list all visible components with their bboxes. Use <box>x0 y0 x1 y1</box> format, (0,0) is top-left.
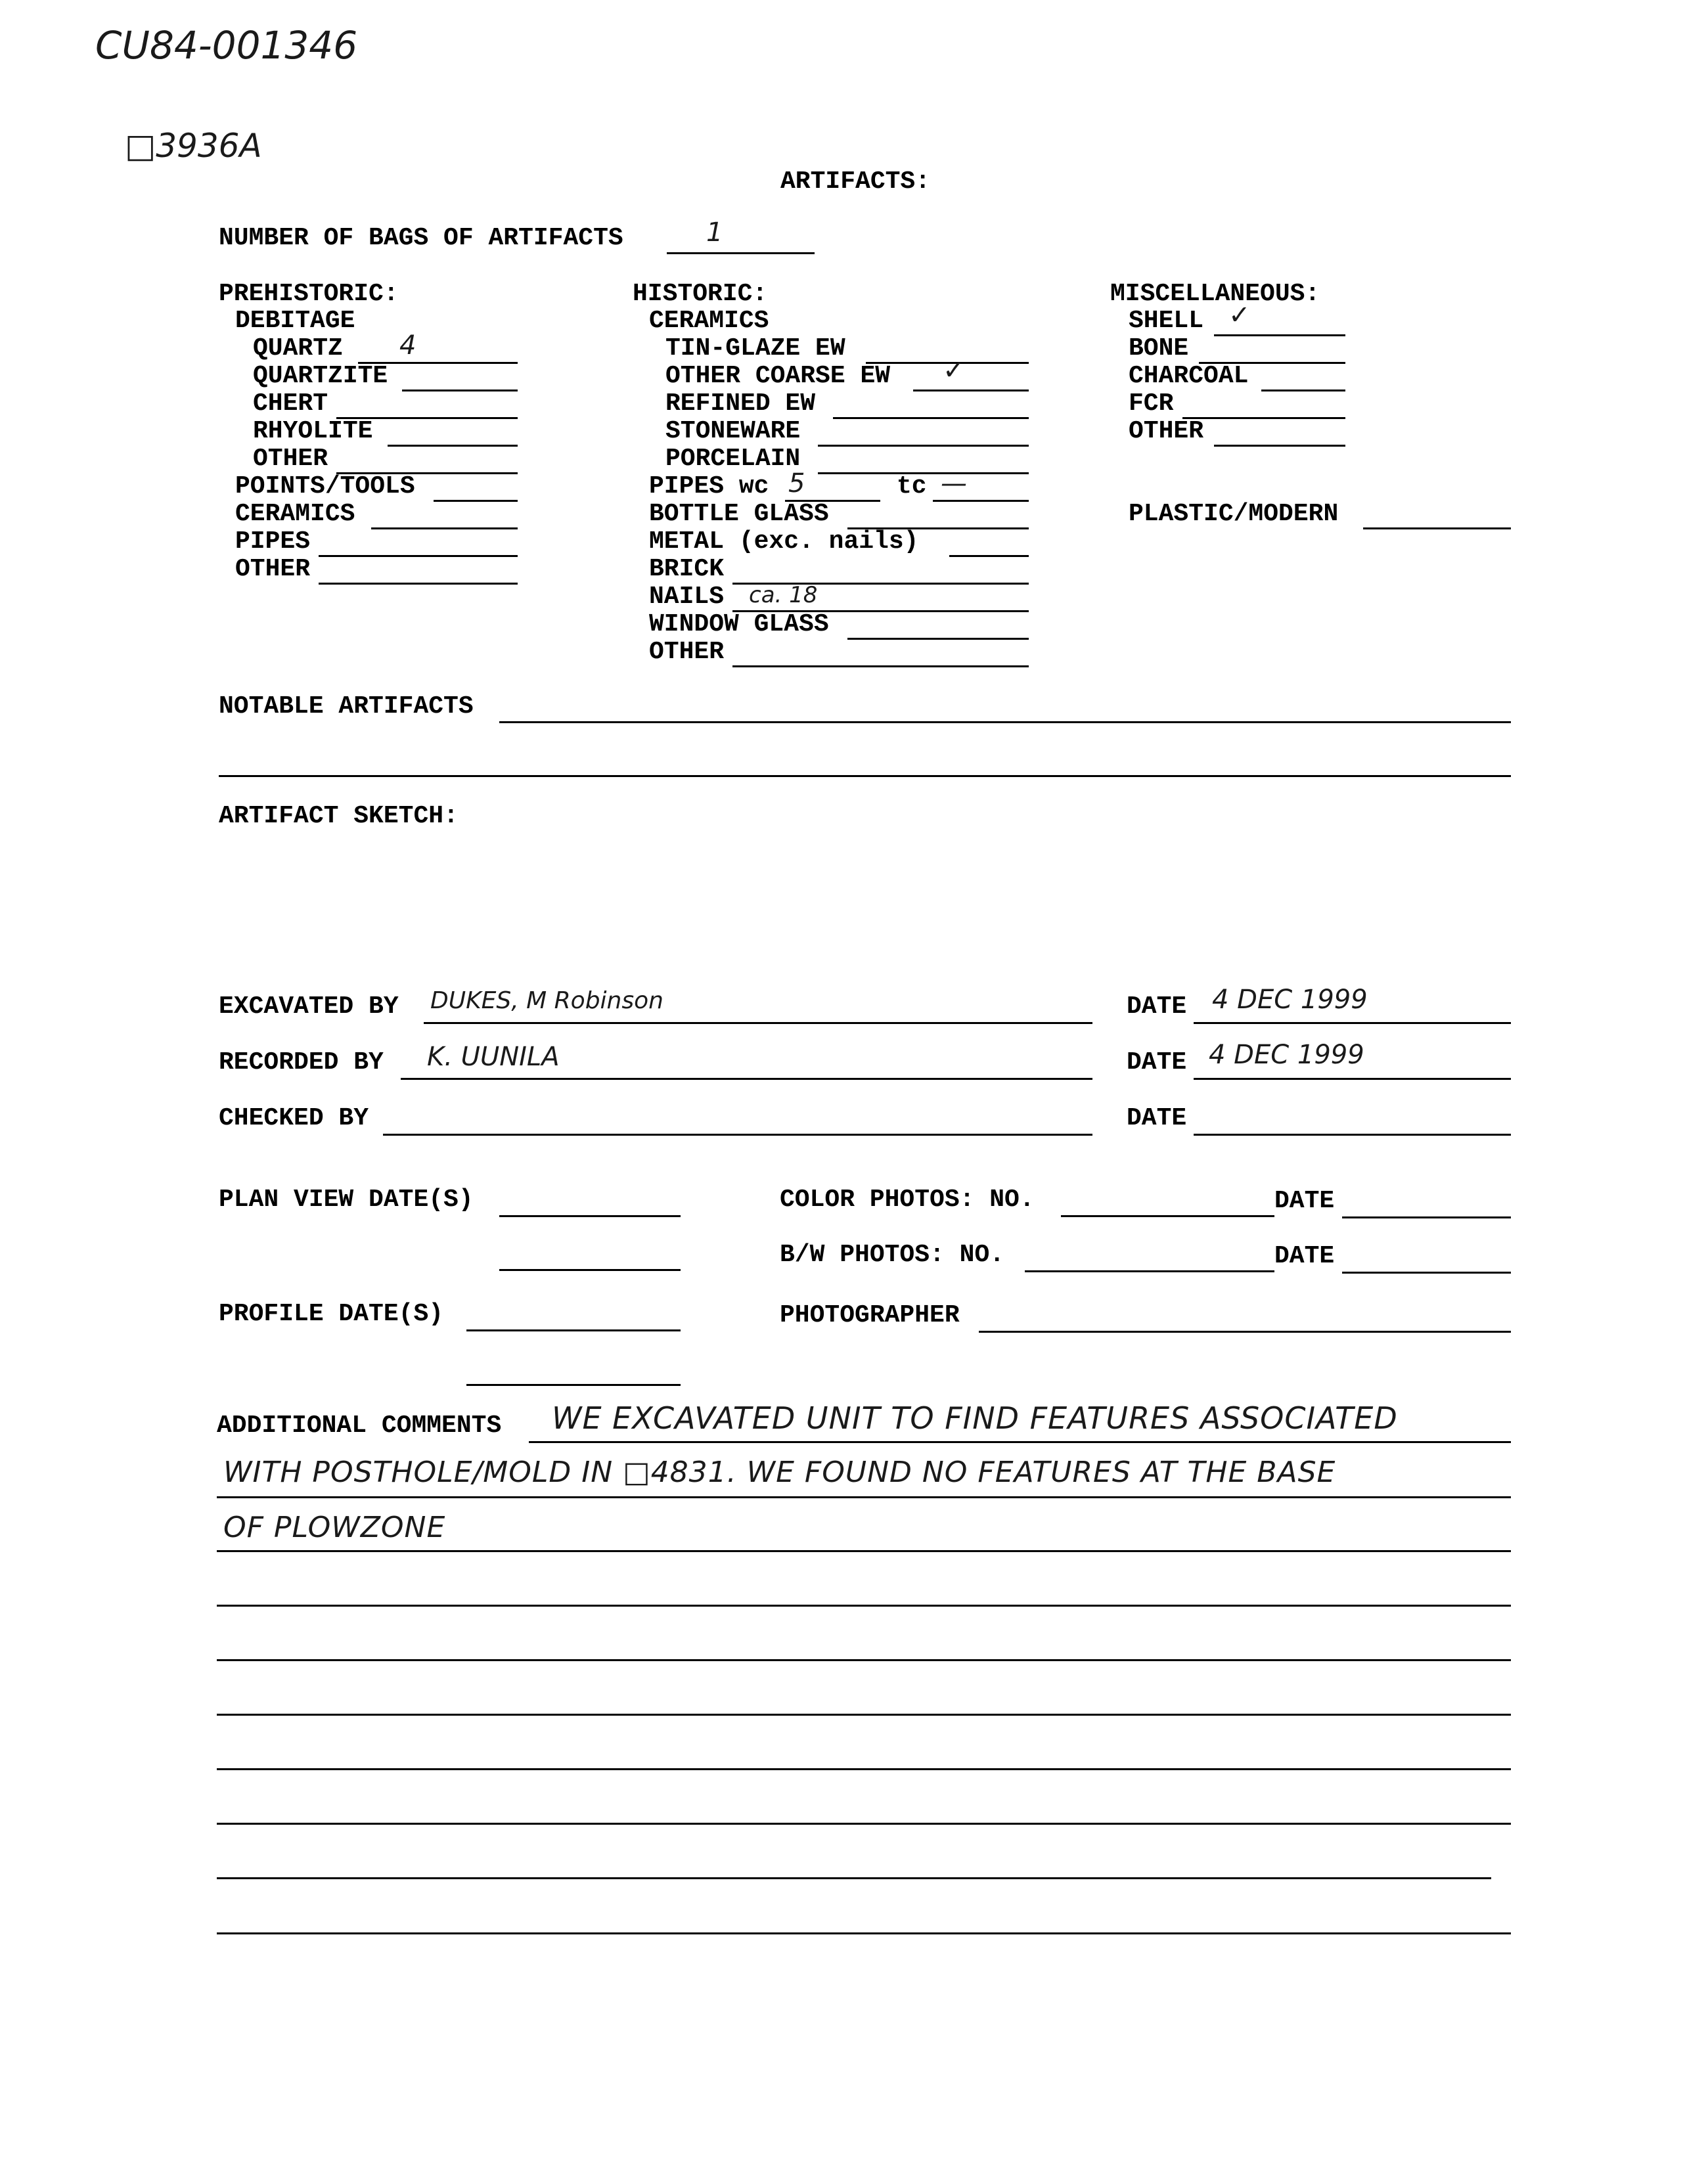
stoneware-label: STONEWARE <box>665 417 801 445</box>
comments-text-line-3: OF PLOWZONE <box>223 1511 446 1544</box>
color-photos-date-line <box>1342 1216 1511 1218</box>
color-photos-no-line <box>1061 1215 1274 1217</box>
comments-line-2 <box>217 1496 1511 1498</box>
points-tools-field-line <box>434 500 518 502</box>
excavated-date-line <box>1194 1022 1511 1024</box>
pipes-wc-value: 5 <box>788 468 805 499</box>
window-glass-label: WINDOW GLASS <box>649 610 829 638</box>
shell-field-line <box>1214 334 1345 336</box>
tin-glaze-label: TIN-GLAZE EW <box>665 334 845 363</box>
notable-artifacts-line-2 <box>219 775 1511 777</box>
bw-photos-date-line <box>1342 1272 1511 1274</box>
debitage-label: DEBITAGE <box>235 307 355 335</box>
recorded-by-value: K. UUNILA <box>427 1042 560 1072</box>
quartzite-field-line <box>402 390 518 391</box>
misc-other-label: OTHER <box>1129 417 1204 445</box>
profile-date-line-1 <box>466 1329 681 1331</box>
prehistoric-pipes-label: PIPES <box>235 527 311 556</box>
plastic-modern-field-line <box>1363 527 1511 529</box>
excavated-date-value: 4 DEC 1999 <box>1212 985 1368 1015</box>
charcoal-field-line <box>1261 390 1345 391</box>
plastic-modern-label: PLASTIC/MODERN <box>1129 500 1339 528</box>
prehistoric-ceramics-field-line <box>371 527 518 529</box>
pipes-tc-field-line <box>933 500 1029 502</box>
pipes-tc-label: tc <box>897 472 927 501</box>
bw-photos-label: B/W PHOTOS: NO. <box>780 1241 1005 1269</box>
comments-line-6 <box>217 1714 1511 1716</box>
bw-photos-date-label: DATE <box>1274 1242 1335 1270</box>
other-coarse-label: OTHER COARSE EW <box>665 362 891 390</box>
color-photos-label: COLOR PHOTOS: NO. <box>780 1186 1035 1214</box>
bone-label: BONE <box>1129 334 1189 363</box>
excavated-date-label: DATE <box>1127 992 1187 1021</box>
recorded-by-label: RECORDED BY <box>219 1048 384 1077</box>
photographer-line <box>979 1331 1511 1333</box>
bags-value: 1 <box>706 217 723 248</box>
comments-line-8 <box>217 1823 1511 1825</box>
checked-by-line <box>383 1134 1092 1136</box>
brick-label: BRICK <box>649 555 725 583</box>
comments-line-3 <box>217 1550 1511 1552</box>
other-coarse-check: ✓ <box>943 355 965 386</box>
metal-label: METAL (exc. nails) <box>649 527 919 556</box>
fcr-label: FCR <box>1129 390 1174 418</box>
bottle-glass-label: BOTTLE GLASS <box>649 500 829 528</box>
unit-number: □3936A <box>125 127 262 165</box>
other-coarse-field-line <box>913 390 1029 391</box>
comments-line-7 <box>217 1768 1511 1770</box>
comments-line-5 <box>217 1659 1511 1661</box>
checked-by-label: CHECKED BY <box>219 1104 369 1132</box>
comments-text-line-2: WITH POSTHOLE/MOLD IN □4831. WE FOUND NO FEATURES AT THE BASE <box>223 1456 1336 1489</box>
refined-field-line <box>833 417 1029 419</box>
historic-pipes-label: PIPES wc <box>649 472 769 501</box>
plan-view-date-line-1 <box>499 1215 681 1217</box>
excavated-by-line <box>424 1022 1092 1024</box>
profile-date-line-2 <box>466 1384 681 1386</box>
bags-field-line <box>667 252 815 254</box>
bags-label: NUMBER OF BAGS OF ARTIFACTS <box>219 224 623 252</box>
comments-line-4 <box>217 1605 1511 1607</box>
excavated-by-label: EXCAVATED BY <box>219 992 399 1021</box>
metal-field-line <box>949 555 1029 557</box>
comments-line-9 <box>217 1877 1491 1879</box>
plan-view-date-label: PLAN VIEW DATE(S) <box>219 1186 474 1214</box>
historic-heading: HISTORIC: <box>633 280 768 308</box>
prehistoric-other-label: OTHER <box>235 555 311 583</box>
prehistoric-pipes-field-line <box>319 555 518 557</box>
photographer-label: PHOTOGRAPHER <box>780 1301 960 1329</box>
plan-view-date-line-2 <box>499 1269 681 1271</box>
additional-comments-label: ADDITIONAL COMMENTS <box>217 1412 502 1440</box>
notable-artifacts-label: NOTABLE ARTIFACTS <box>219 692 474 721</box>
excavated-by-value: DUKES, M Robinson <box>430 987 663 1014</box>
nails-label: NAILS <box>649 583 725 611</box>
notable-artifacts-line-1 <box>499 721 1511 723</box>
prehistoric-heading: PREHISTORIC: <box>219 280 399 308</box>
chert-label: CHERT <box>253 390 328 418</box>
profile-date-label: PROFILE DATE(S) <box>219 1300 444 1328</box>
points-tools-label: POINTS/TOOLS <box>235 472 415 501</box>
historic-other-field-line <box>732 665 1029 667</box>
prehistoric-other-field-line <box>319 583 518 585</box>
quartz-value: 4 <box>399 330 416 361</box>
artifact-sketch-label: ARTIFACT SKETCH: <box>219 802 459 830</box>
comments-line-10 <box>217 1932 1511 1934</box>
recorded-by-line <box>401 1078 1092 1080</box>
stoneware-field-line <box>818 445 1029 447</box>
refined-label: REFINED EW <box>665 390 816 418</box>
misc-other-field-line <box>1214 445 1345 447</box>
shell-check: ✓ <box>1228 300 1251 330</box>
shell-label: SHELL <box>1129 307 1204 335</box>
rhyolite-label: RHYOLITE <box>253 417 373 445</box>
misc-heading: MISCELLANEOUS: <box>1110 280 1320 308</box>
historic-other-label: OTHER <box>649 638 725 666</box>
comments-text-line-1: WE EXCAVATED UNIT TO FIND FEATURES ASSOCIATED <box>552 1400 1398 1436</box>
nails-value: ca. 18 <box>749 582 818 608</box>
porcelain-label: PORCELAIN <box>665 445 801 473</box>
other-debitage-label: OTHER <box>253 445 328 473</box>
bw-photos-no-line <box>1025 1270 1274 1272</box>
recorded-date-value: 4 DEC 1999 <box>1209 1040 1364 1070</box>
checked-date-line <box>1194 1134 1511 1136</box>
checked-date-label: DATE <box>1127 1104 1187 1132</box>
form-title: ARTIFACTS: <box>780 167 931 196</box>
fcr-field-line <box>1182 417 1345 419</box>
prehistoric-ceramics-label: CERAMICS <box>235 500 355 528</box>
rhyolite-field-line <box>388 445 518 447</box>
recorded-date-label: DATE <box>1127 1048 1187 1077</box>
quartzite-label: QUARTZITE <box>253 362 388 390</box>
document-id: CU84-001346 <box>95 23 358 68</box>
window-glass-field-line <box>847 638 1029 640</box>
pipes-tc-value: — <box>941 468 967 499</box>
historic-ceramics-label: CERAMICS <box>649 307 769 335</box>
recorded-date-line <box>1194 1078 1511 1080</box>
color-photos-date-label: DATE <box>1274 1187 1335 1215</box>
comments-line-1 <box>529 1441 1511 1443</box>
quartz-label: QUARTZ <box>253 334 343 363</box>
charcoal-label: CHARCOAL <box>1129 362 1249 390</box>
